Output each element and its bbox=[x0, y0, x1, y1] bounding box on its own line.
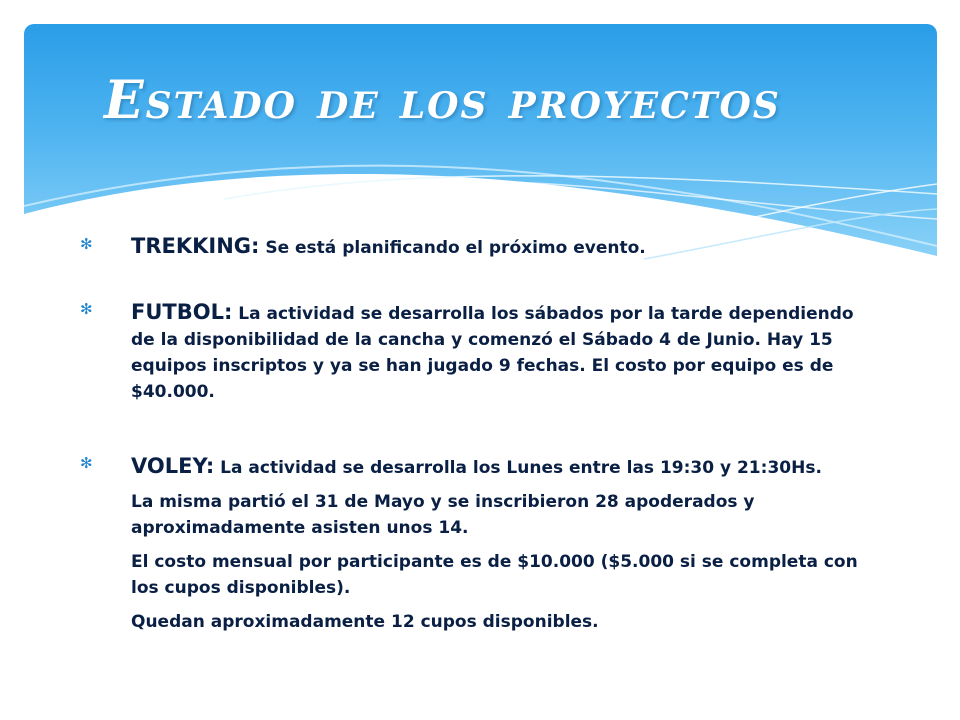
asterisk-bullet-icon: ✻ bbox=[80, 235, 93, 253]
asterisk-bullet-icon: ✻ bbox=[80, 454, 93, 472]
content-list bbox=[80, 226, 864, 635]
slide-title: Estado de los proyectos bbox=[104, 70, 781, 131]
list-item-futbol bbox=[80, 299, 864, 405]
item-paragraph: El costo mensual por participante es de $10.000 ($5.000 si se completa con los cupos disponibles). bbox=[131, 552, 858, 598]
item-text: La actividad se desarrolla los Lunes entre las 19:30 y 21:30Hs. bbox=[214, 458, 822, 478]
list-item-voley bbox=[80, 453, 864, 635]
item-paragraph: La misma partió el 31 de Mayo y se inscribieron 28 apoderados y aproximadamente asisten unos 14. bbox=[131, 492, 755, 538]
item-lead: TREKKING: bbox=[131, 234, 260, 258]
item-lead: VOLEY: bbox=[131, 454, 215, 478]
item-paragraph: Quedan aproximadamente 12 cupos disponibles. bbox=[131, 612, 599, 632]
list-item-trekking bbox=[80, 234, 864, 261]
item-text: La actividad se desarrolla los sábados por la tarde dependiendo de la disponibilidad de la cancha y comenzó el Sábado 4 de Junio. Hay 15 equipos inscriptos y ya se han jugado 9 fechas. El costo por equipo es de $40.000. bbox=[131, 304, 854, 402]
item-lead: FUTBOL: bbox=[131, 300, 233, 324]
item-text: Se está planificando el próximo evento. bbox=[259, 238, 646, 258]
asterisk-bullet-icon: ✻ bbox=[80, 300, 93, 318]
